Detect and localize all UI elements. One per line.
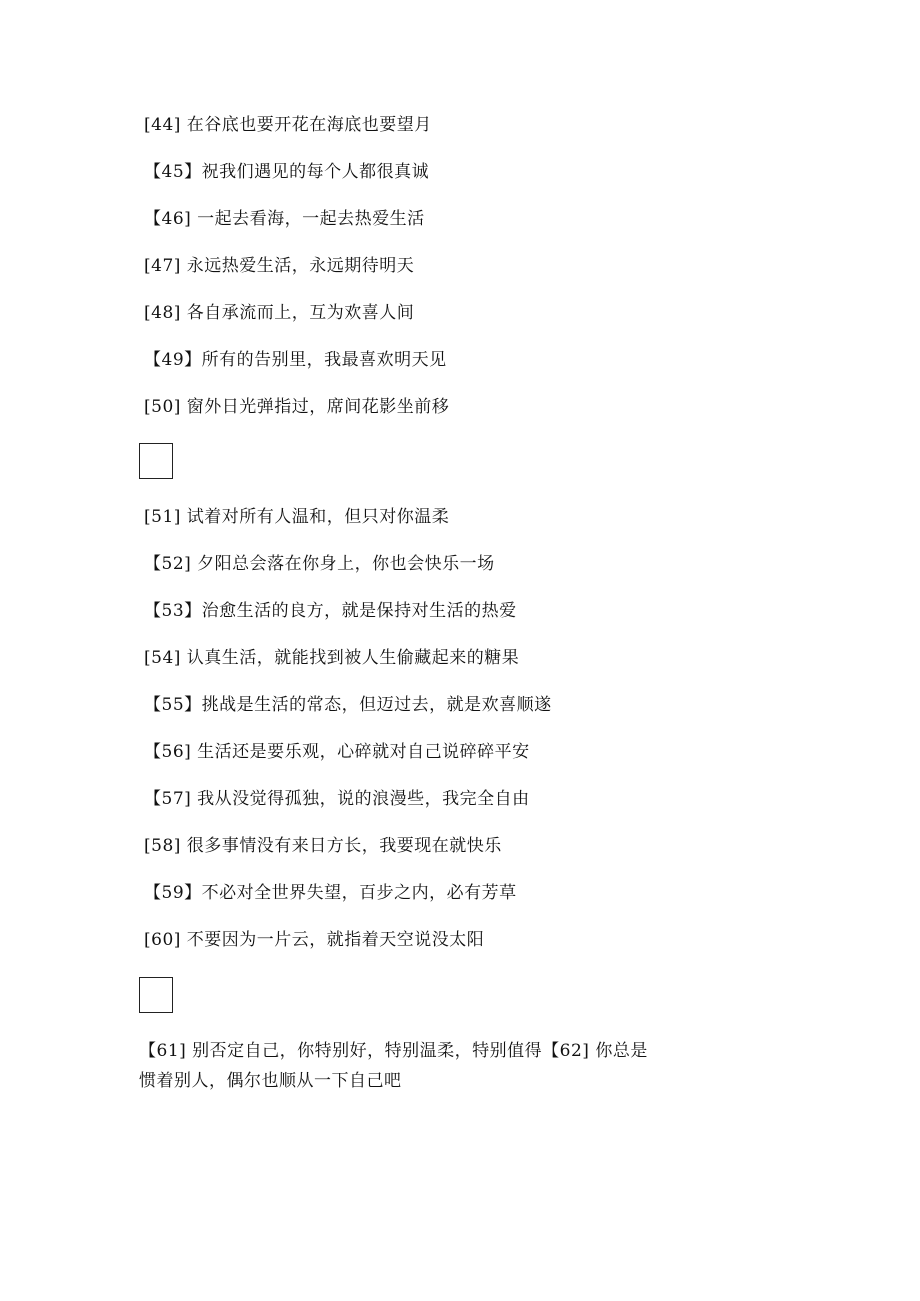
final-paragraph: 【61] 别否定自己，你特别好，特别温柔，特别值得【62] 你总是惯着别人，偶尔也顺从一下自己吧 — [139, 1041, 648, 1091]
placeholder-box — [139, 977, 173, 1013]
quote-line-52: 【52] 夕阳总会落在你身上，你也会快乐一场 — [144, 554, 495, 574]
placeholder-box — [139, 443, 173, 479]
quote-line-44: [44] 在谷底也要开花在海底也要望月 — [144, 115, 432, 135]
quote-line-58: [58] 很多事情没有来日方长，我要现在就快乐 — [144, 836, 502, 856]
quote-line-46: 【46] 一起去看海，一起去热爱生活 — [144, 209, 425, 229]
quote-line-48: [48] 各自承流而上，互为欢喜人间 — [144, 303, 415, 323]
quote-line-60: [60] 不要因为一片云，就指着天空说没太阳 — [144, 930, 485, 950]
quote-line-47: [47] 永远热爱生活，永远期待明天 — [144, 256, 415, 276]
quote-line-49: 【49】所有的告别里，我最喜欢明天见 — [144, 350, 447, 370]
quote-line-51: [51] 试着对所有人温和，但只对你温柔 — [144, 507, 450, 527]
quote-line-57: 【57] 我从没觉得孤独，说的浪漫些，我完全自由 — [144, 789, 530, 809]
quote-line-50: [50] 窗外日光弹指过，席间花影坐前移 — [144, 397, 450, 417]
quote-line-53: 【53】治愈生活的良方，就是保持对生活的热爱 — [144, 601, 517, 621]
quote-line-59: 【59】不必对全世界失望，百步之内，必有芳草 — [144, 883, 517, 903]
quote-line-55: 【55】挑战是生活的常态，但迈过去，就是欢喜顺遂 — [144, 695, 552, 715]
quote-line-54: [54] 认真生活，就能找到被人生偷藏起来的糖果 — [144, 648, 520, 668]
quote-line-56: 【56] 生活还是要乐观，心碎就对自己说碎碎平安 — [144, 742, 530, 762]
quote-line-45: 【45】祝我们遇见的每个人都很真诚 — [144, 162, 430, 182]
